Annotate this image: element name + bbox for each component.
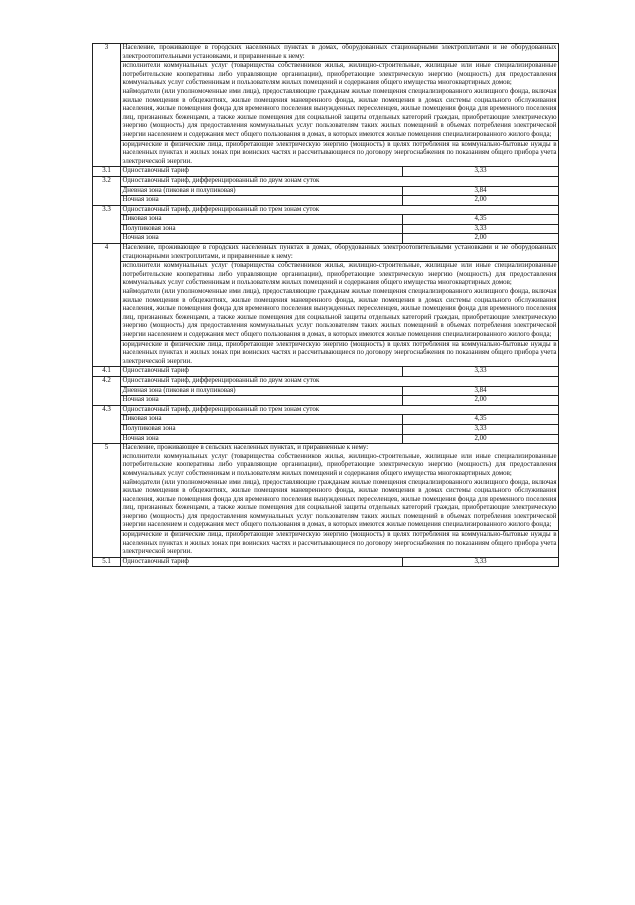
tariff-row: [93, 367, 559, 377]
row-number: 4.1: [93, 367, 121, 377]
zone-value: 4,35: [402, 415, 558, 425]
consumer-paragraph: исполнители коммунальных услуг (товарищества собственников жилья, жилищно-строительные, жилищные или иные специализированные потребительские кооперативы либо управляющие организации), приобретающие электрическую энергию (мощность) для предоставления коммунальных услуг собственникам и пользователям жилых помещений и содержания общего имущества многоквартирных домов;: [122, 452, 557, 477]
tariff-label: Одноставочный тариф: [121, 367, 403, 377]
zone-row: [93, 434, 559, 444]
zone-value: 3,33: [402, 224, 558, 234]
zone-label: Ночная зона: [121, 396, 403, 406]
zone-value: 2,00: [402, 196, 558, 206]
zone-row: [93, 424, 559, 434]
zone-label: Пиковая зона: [121, 415, 403, 425]
section-body: [121, 262, 559, 340]
section-body: [121, 531, 559, 558]
zone-label: Полупиковая зона: [121, 424, 403, 434]
row-number: 3.2: [93, 176, 121, 205]
tariff-table: [92, 43, 559, 567]
tariff-value: 3,33: [402, 367, 558, 377]
zone-label: Дневная зона (пиковая и полупиковая): [121, 386, 403, 396]
row-number: 4.2: [93, 376, 121, 405]
zone-value: 2,00: [402, 234, 558, 244]
tariff-label: Одноставочный тариф: [121, 167, 403, 177]
zone-label: Полупиковая зона: [121, 224, 403, 234]
row-number: 4: [93, 244, 121, 367]
section-4-body2-row: [93, 340, 559, 367]
consumer-paragraph: исполнители коммунальных услуг (товарищества собственников жилья, жилищно-строительные, жилищные или иные специализированные потребительские кооперативы либо управляющие организации), приобретающие электрическую энергию (мощность) для предоставления коммунальных услуг собственникам и пользователям жилых помещений и содержания общего имущества многоквартирных домов;: [122, 62, 557, 87]
section-4-body-row: [93, 262, 559, 340]
tariff-value: 3,33: [402, 167, 558, 177]
section-body: [121, 140, 559, 167]
consumer-paragraph: юридические и физические лица, приобретающие электрическую энергию (мощность) в целях потребления на коммунально-бытовые нужды в населенных пунктах и жилых зонах при воинских частях и рассчитывающиеся по договору энергоснабжения по показаниям общего прибора учета электрической энергии.: [122, 140, 557, 165]
consumer-paragraph: наймодатели (или уполномоченные ими лица), предоставляющие гражданам жилые помещения специализированного жилищного фонда, включая жилые помещения в общежитиях, жилые помещения маневренного фонда, жилые помещения в домах системы социального обслуживания населения, жилые помещения фонда для временного поселения вынужденных переселенцев, жилые помещения фонда для временного поселения лиц, признанных беженцами, а также жилые помещения для социальной защиты отдельных категорий граждан, приобретающие электрическую энергию (мощность) для предоставления коммунальных услуг пользователям таких жилых помещений в объемах потребления электрической энергии населением и содержания мест общего пользования в домах, в которых имеются жилые помещения специализированного жилого фонда;: [122, 288, 557, 338]
zone-label: Дневная зона (пиковая и полупиковая): [121, 186, 403, 196]
zone-row: [93, 396, 559, 406]
intro-text: Население, проживающее в сельских населенных пунктах, и приравненные к нему:: [122, 444, 369, 452]
zone-label: Пиковая зона: [121, 215, 403, 225]
zone-row: [93, 224, 559, 234]
section-5-body2-row: [93, 531, 559, 558]
zone-row: [93, 196, 559, 206]
row-number: 4.3: [93, 405, 121, 443]
tariff-label: Одноставочный тариф, дифференцированный по трем зонам суток: [121, 405, 559, 415]
consumer-paragraph: исполнители коммунальных услуг (товарищества собственников жилья, жилищно-строительные, жилищные или иные специализированные потребительские кооперативы либо управляющие организации), приобретающие электрическую энергию (мощность) для предоставления коммунальных услуг собственникам и пользователям жилых помещений и содержания общего имущества многоквартирных домов;: [122, 262, 557, 287]
zone-value: 4,35: [402, 215, 558, 225]
tariff-row: [93, 376, 559, 386]
zone-value: 3,33: [402, 424, 558, 434]
zone-value: 2,00: [402, 396, 558, 406]
section-5-intro-row: [93, 444, 559, 531]
section-intro: [121, 44, 559, 62]
tariff-row: [93, 405, 559, 415]
consumer-paragraph: наймодатели (или уполномоченные ими лица), предоставляющие гражданам жилые помещения специализированного жилищного фонда, включая жилые помещения в общежитиях, жилые помещения маневренного фонда, жилые помещения в домах системы социального обслуживания населения, жилые помещения фонда для временного поселения вынужденных переселенцев, жилые помещения фонда для временного поселения лиц, признанных беженцами, а также жилые помещения для социальной защиты отдельных категорий граждан, приобретающие электрическую энергию (мощность) для предоставления коммунальных услуг пользователям таких жилых помещений в объемах потребления электрической энергии населением и содержания мест общего пользования в домах, в которых имеются жилые помещения специализированного жилого фонда;: [122, 478, 557, 529]
section-4-intro-row: [93, 244, 559, 262]
zone-value: 2,00: [402, 434, 558, 444]
section-body: [121, 62, 559, 140]
section-body: [121, 340, 559, 367]
row-number: 5: [93, 444, 121, 558]
zone-row: [93, 215, 559, 225]
intro-text: Население, проживающее в городских населенных пунктах в домах, оборудованных электроотопительными установками и не оборудованных стационарными электроплитами, и приравненные к нему:: [122, 244, 557, 260]
zone-row: [93, 415, 559, 425]
row-number: 3.3: [93, 205, 121, 243]
zone-value: 3,84: [402, 186, 558, 196]
section-intro: [121, 244, 559, 262]
section-3-intro-row: [93, 44, 559, 62]
tariff-row: [93, 205, 559, 215]
tariff-label: Одноставочный тариф, дифференцированный по трем зонам суток: [121, 205, 559, 215]
tariff-row: [93, 176, 559, 186]
tariff-row: [93, 557, 559, 567]
section-3-body2-row: [93, 140, 559, 167]
section-3-body-row: [93, 62, 559, 140]
tariff-row: [93, 167, 559, 177]
row-number: 3: [93, 44, 121, 167]
zone-label: Ночная зона: [121, 196, 403, 206]
tariff-label: Одноставочный тариф: [121, 557, 403, 567]
consumer-paragraph: юридические и физические лица, приобретающие электрическую энергию (мощность) в целях потребления на коммунально-бытовые нужды в населенных пунктах и жилых зонах при воинских частях и рассчитывающиеся по договору энергоснабжения по показаниям общего прибора учета электрической энергии.: [122, 531, 557, 556]
row-number: 5.1: [93, 557, 121, 567]
consumer-paragraph: юридические и физические лица, приобретающие электрическую энергию (мощность) в целях потребления на коммунально-бытовые нужды в населенных пунктах и жилых зонах при воинских частях и рассчитывающиеся по договору энергоснабжения по показаниям общего прибора учета электрической энергии.: [122, 340, 557, 365]
zone-label: Ночная зона: [121, 434, 403, 444]
section-intro: [121, 444, 559, 531]
tariff-label: Одноставочный тариф, дифференцированный по двум зонам суток: [121, 176, 559, 186]
row-number: 3.1: [93, 167, 121, 177]
consumer-paragraph: наймодатели (или уполномоченные ими лица), предоставляющие гражданам жилые помещения специализированного жилищного фонда, включая жилые помещения в общежитиях, жилые помещения маневренного фонда, жилые помещения в домах системы социального обслуживания населения, жилые помещения фонда для временного поселения вынужденных переселенцев, жилые помещения фонда для временного поселения лиц, признанных беженцами, а также жилые помещения для социальной защиты отдельных категорий граждан, приобретающие электрическую энергию (мощность) для предоставления коммунальных услуг пользователям таких жилых помещений в объемах потребления электрической энергии населением и содержания мест общего пользования в домах, в которых имеются жилые помещения специализированного жилого фонда;: [122, 87, 557, 138]
intro-text: Население, проживающее в городских населенных пунктах в домах, оборудованных стационарными электроплитами и не оборудованных электроотопительными установками, и приравненные к нему:: [122, 44, 557, 60]
zone-label: Ночная зона: [121, 234, 403, 244]
zone-row: [93, 186, 559, 196]
zone-row: [93, 386, 559, 396]
zone-value: 3,84: [402, 386, 558, 396]
tariff-value: 3,33: [402, 557, 558, 567]
tariff-label: Одноставочный тариф, дифференцированный по двум зонам суток: [121, 376, 559, 386]
zone-row: [93, 234, 559, 244]
